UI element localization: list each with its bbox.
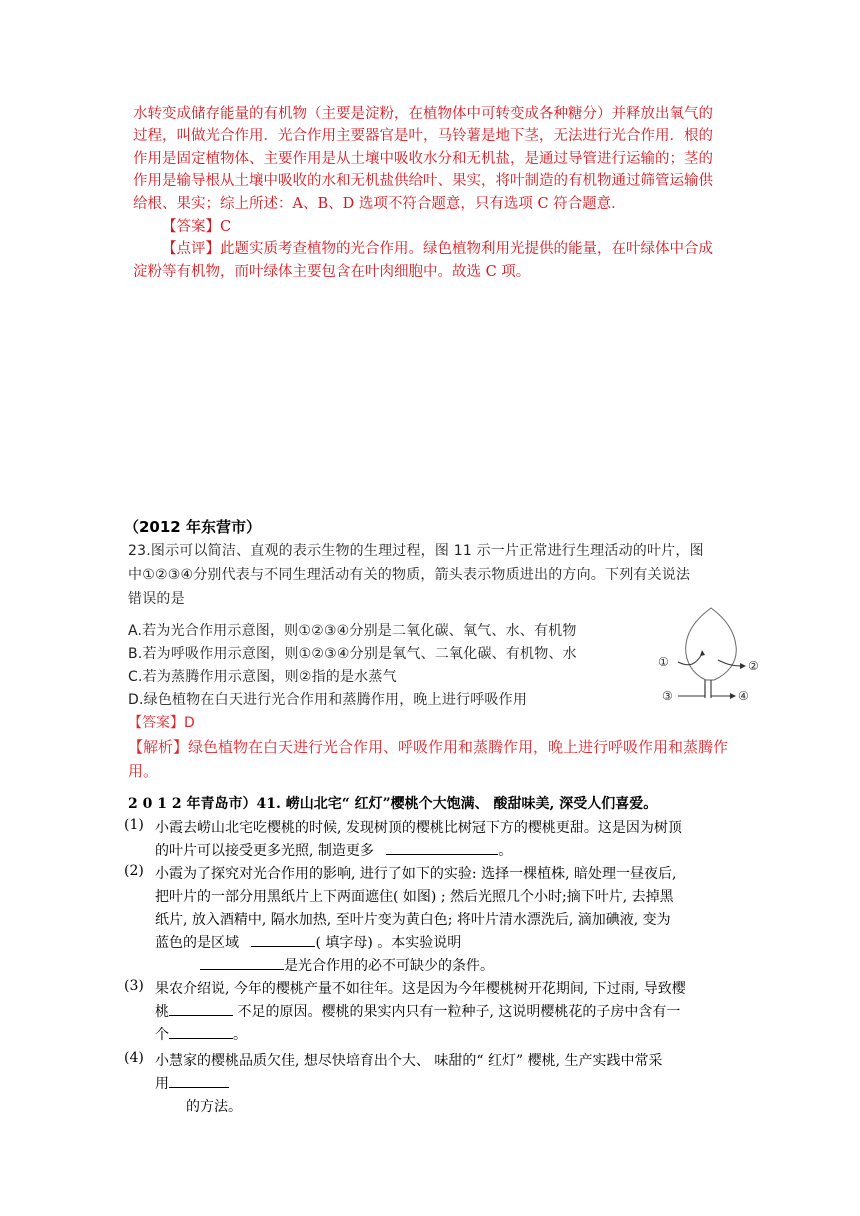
q3-number: (3) <box>124 978 144 994</box>
q3-line-1: 果农介绍说, 今年的樱桃产量不如往年。这是因为今年樱桃树开花期间, 下过雨, 导致樱 <box>155 981 686 997</box>
option-d: D.绿色植物在白天进行光合作用和蒸腾作用，晚上进行呼吸作用 <box>128 692 528 708</box>
answer-d: 【答案】D <box>128 715 195 731</box>
q3-blank-2[interactable] <box>169 1024 233 1039</box>
q2-number: (2) <box>124 863 144 879</box>
q3-line-3-end: 。 <box>233 1027 247 1043</box>
analysis-line-5: 给根、果实；综上所述：A、B、D 选项不符合题意，只有选项 C 符合题意． <box>133 196 626 212</box>
q2-region-blank[interactable] <box>251 932 315 947</box>
label-4: ④ <box>738 689 749 703</box>
leaf-outline <box>686 608 737 680</box>
option-c: C.若为蒸腾作用示意图，则②指的是水蒸气 <box>128 669 397 685</box>
arrow-2-path <box>718 660 742 666</box>
q3-line-2-text: 不足的原因。樱桃的果实内只有一粒种子, 这说明樱桃花的子房中含有一 <box>237 1004 681 1020</box>
q2-line-2: 把叶片的一部分用黑纸片上下两面遮住( 如图) ; 然后光照几个小时;摘下叶片, 去掉黑 <box>155 889 674 905</box>
q3-line-3 <box>155 1024 247 1047</box>
q2-line-1: 小霞为了探究对光合作用的影响, 进行了如下的实验: 选择一棵植株, 暗处理一昼夜后, <box>155 866 677 882</box>
q4-number: (4) <box>124 1050 144 1066</box>
qingdao-header <box>128 793 728 816</box>
qingdao-header-text: 2 0 1 2 年青岛市）41. 崂山北宅“ 红灯”樱桃个大饱满、 酸甜味美, 深受人们喜爱。 <box>128 796 658 812</box>
q1-line-1: 小霞去崂山北宅吃樱桃的时候, 发现树顶的樱桃比树冠下方的樱桃更甜。这是因为树顶 <box>155 820 682 836</box>
comment-line-2: 淀粉等有机物，而叶绿体主要包含在叶肉细胞中。故选 C 项。 <box>133 264 531 280</box>
q4-line-2 <box>155 1073 229 1096</box>
q2-line-5-text: 是光合作用的必不可缺少的条件。 <box>284 958 494 974</box>
option-a: A.若为光合作用示意图，则①②③④分别是二氧化碳、氧气、水、有机物 <box>128 623 577 639</box>
analysis-line-1: 水转变成储存能量的有机物（主要是淀粉，在植物体中可转变成各种糖分）并释放出氧气的 <box>133 106 713 122</box>
question-23-line-3: 错误的是 <box>128 591 185 607</box>
label-1: ① <box>658 655 669 669</box>
q3-line-2 <box>155 1001 680 1024</box>
q1-line-2-end: 。 <box>498 843 513 859</box>
analysis-line-3: 作用是固定植物体、主要作用是从土壤中吸收水分和无机盐，是通过导管进行运输的；茎的 <box>133 151 713 167</box>
q2-line-4-end: ( 填字母) 。本实验说明 <box>315 935 462 951</box>
q4-line-2-start: 用 <box>155 1076 169 1092</box>
q1-blank[interactable] <box>386 840 498 855</box>
analysis-23-line-1: 【解析】绿色植物在白天进行光合作用、呼吸作用和蒸腾作用，晚上进行呼吸作用和蒸腾作 <box>128 738 729 756</box>
q2-line-4 <box>155 932 461 955</box>
q2-line-5 <box>200 955 494 978</box>
analysis-line-4: 作用是输导根从土壤中吸收的水和无机盐供给叶、果实，将叶制造的有机物通过筛管运输供 <box>133 173 713 189</box>
comment-line-1: 【点评】此题实质考查植物的光合作用。绿色植物利用光提供的能量，在叶绿体中合成 <box>162 241 713 257</box>
q2-line-4-text: 蓝色的是区域 <box>155 935 239 951</box>
q3-line-3-start: 个 <box>155 1027 169 1043</box>
q1-number: (1) <box>124 817 144 833</box>
leaf-petiole <box>705 680 711 698</box>
option-b: B.若为呼吸作用示意图，则①②③④分别是氧气、二氧化碳、有机物、水 <box>128 646 577 662</box>
analysis-line-2: 过程，叫做光合作用．光合作用主要器官是叶，马铃薯是地下茎，无法进行光合作用．根的 <box>133 128 713 144</box>
question-23-line-2: 中①②③④分别代表与不同生理活动有关的物质，箭头表示物质进出的方向。下列有关说法 <box>128 567 691 583</box>
label-3: ③ <box>662 689 673 703</box>
q3-line-2-start: 桃 <box>155 1004 169 1020</box>
leaf-diagram <box>656 604 766 708</box>
q2-condition-blank[interactable] <box>200 955 284 970</box>
q1-line-2 <box>155 840 512 863</box>
q1-line-2-text: 的叶片可以接受更多光照, 制造更多 <box>155 843 374 859</box>
q4-blank[interactable] <box>169 1073 229 1088</box>
analysis-23-line-2: 用。 <box>128 762 159 780</box>
label-2: ② <box>748 659 759 673</box>
arrow-1-path <box>678 654 702 665</box>
question-23-line-1: 23.图示可以简洁、直观的表示生物的生理过程，图 11 示一片正常进行生理活动的叶片，图 <box>128 543 704 559</box>
q2-line-3: 纸片, 放入酒精中, 隔水加热, 至叶片变为黄白色; 将叶片清水漂洗后, 滴加碘液, 变为 <box>155 912 671 928</box>
q4-line-1: 小慧家的樱桃品质欠佳, 想尽快培育出个大、 味甜的“ 红灯” 樱桃, 生产实践中常采 <box>155 1053 663 1069</box>
q3-blank-1[interactable] <box>169 1001 233 1016</box>
source-dongying: （2012 年东营市） <box>124 518 261 536</box>
answer-label: 【答案】C <box>162 219 232 235</box>
arrow-3-path <box>678 684 705 696</box>
q4-line-3: 的方法。 <box>186 1099 242 1115</box>
